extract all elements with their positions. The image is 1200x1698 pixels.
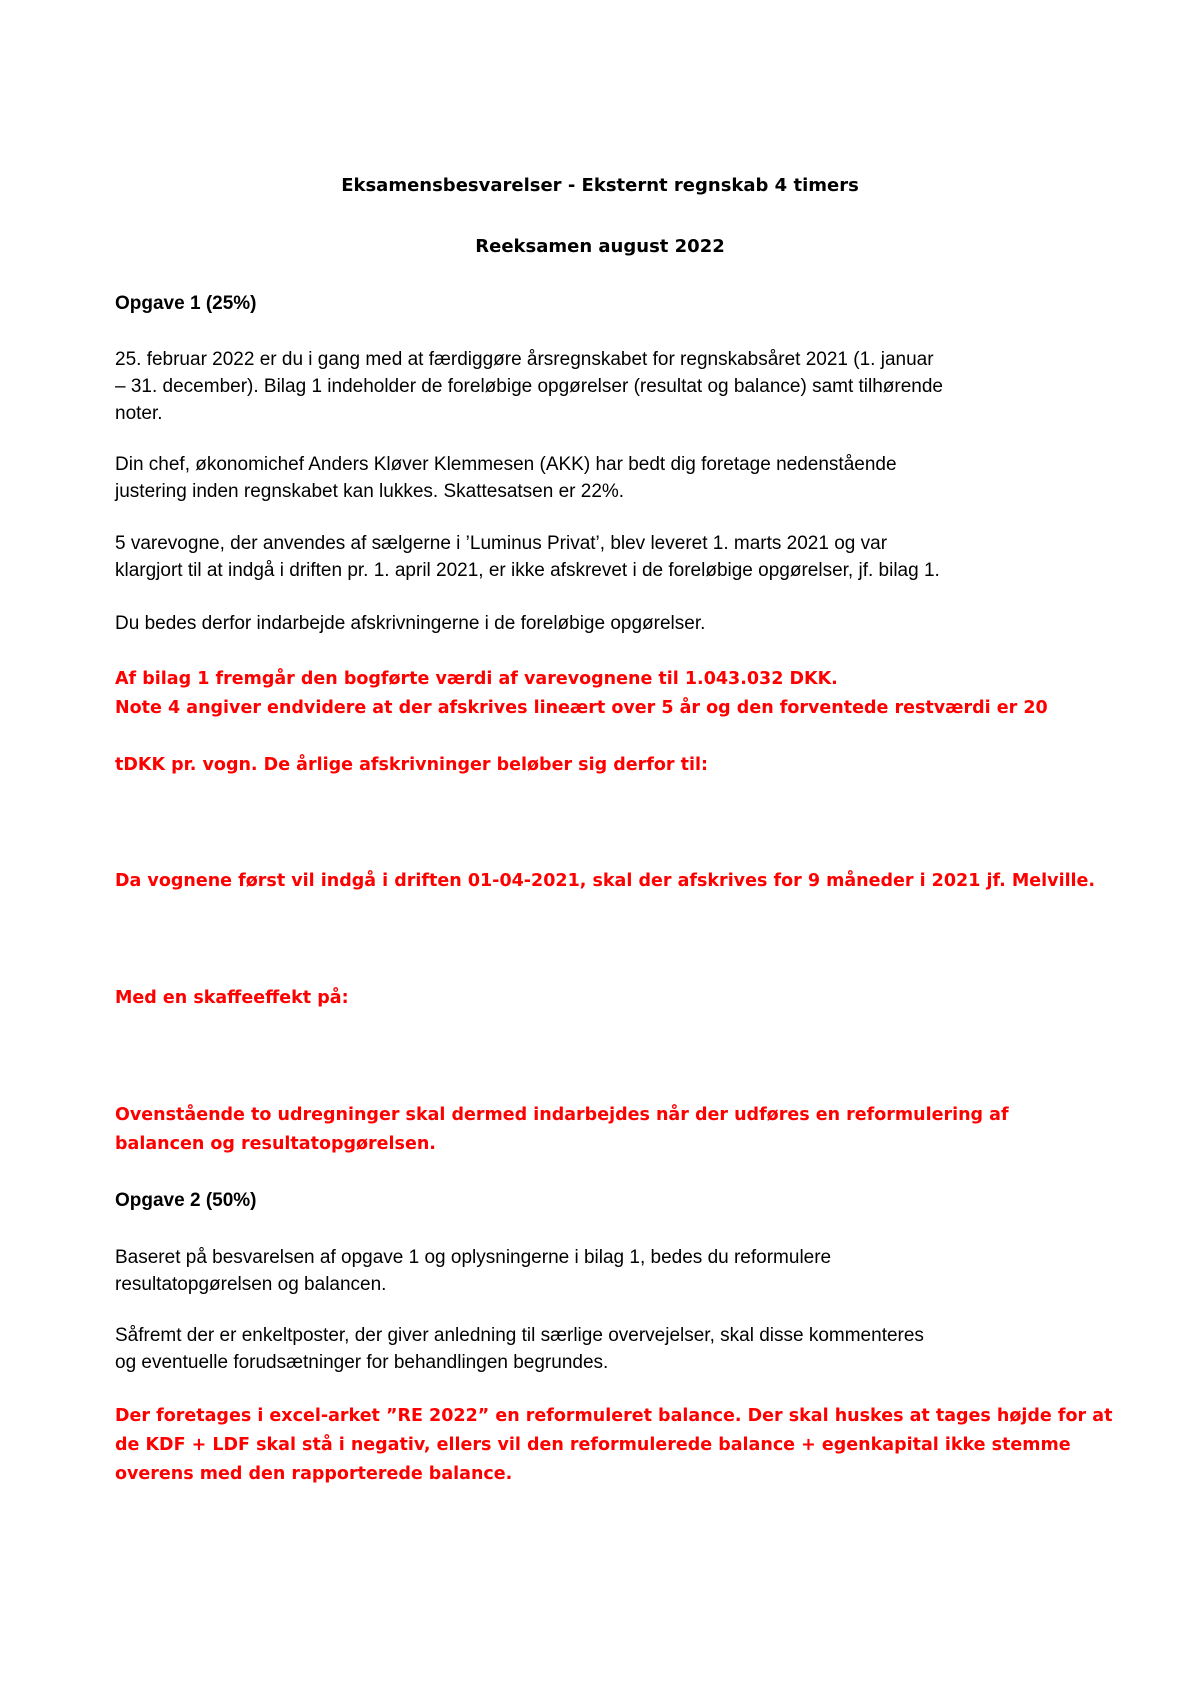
task2-answer-line-1: Der foretages i excel-arket ”RE 2022” en reformuleret balance. Der skal huskes at tages højde for at [115, 1406, 1113, 1426]
task1-answer-line-3: tDKK pr. vogn. De årlige afskrivninger beløber sig derfor til: [115, 755, 708, 775]
task1-paragraph-3-line-1: 5 varevogne, der anvendes af sælgerne i ’Luminus Privat’, blev leveret 1. marts 2021 og var [115, 533, 888, 554]
document-subtitle: Reeksamen august 2022 [475, 236, 725, 257]
task1-paragraph-2-line-2: justering inden regnskabet kan lukkes. Skattesatsen er 22%. [115, 481, 625, 502]
task1-heading: Opgave 1 (25%) [115, 293, 257, 314]
task2-paragraph-1-line-2: resultatopgørelsen og balancen. [115, 1274, 387, 1295]
task1-paragraph-1-line-3: noter. [115, 403, 163, 424]
task1-answer-line-2: Note 4 angiver endvidere at der afskrives lineært over 5 år og den forventede restværdi er 20 [115, 698, 1048, 718]
task2-paragraph-2-line-1: Såfremt der er enkeltposter, der giver anledning til særlige overvejelser, skal disse kommenteres [115, 1325, 924, 1346]
task2-answer-line-2: de KDF + LDF skal stå i negativ, ellers vil den reformulerede balance + egenkapital ikke stemme [115, 1435, 1071, 1455]
task1-answer-final-line-2: balancen og resultatopgørelsen. [115, 1134, 436, 1154]
task1-paragraph-2-line-1: Din chef, økonomichef Anders Kløver Klemmesen (AKK) har bedt dig foretage nedenstående [115, 454, 897, 475]
task2-paragraph-1-line-1: Baseret på besvarelsen af opgave 1 og oplysningerne i bilag 1, bedes du reformulere [115, 1247, 832, 1268]
task2-answer-line-3: overens med den rapporterede balance. [115, 1464, 513, 1484]
task1-answer-line-1: Af bilag 1 fremgår den bogførte værdi af varevognene til 1.043.032 DKK. [115, 669, 838, 689]
task1-answer-final-line-1: Ovenstående to udregninger skal dermed indarbejdes når der udføres en reformulering af [115, 1105, 1009, 1125]
task1-paragraph-1-line-2: – 31. december). Bilag 1 indeholder de foreløbige opgørelser (resultat og balance) samt tilhørende [115, 376, 944, 397]
task2-heading: Opgave 2 (50%) [115, 1190, 257, 1211]
task1-answer-line-4: Da vognene først vil indgå i driften 01-04-2021, skal der afskrives for 9 måneder i 2021 jf. Melville. [115, 871, 1096, 891]
document-title: Eksamensbesvarelser - Eksternt regnskab 4 timers [341, 175, 859, 196]
task1-paragraph-1-line-1: 25. februar 2022 er du i gang med at færdiggøre årsregnskabet for regnskabsåret 2021 (1. januar [115, 349, 934, 370]
task1-paragraph-4: Du bedes derfor indarbejde afskrivningerne i de foreløbige opgørelser. [115, 613, 706, 634]
task1-paragraph-3-line-2: klargjort til at indgå i driften pr. 1. april 2021, er ikke afskrevet i de foreløbige opgørelser, jf. bilag 1. [115, 560, 940, 581]
task1-answer-line-5: Med en skaffeeffekt på: [115, 988, 349, 1008]
task2-paragraph-2-line-2: og eventuelle forudsætninger for behandlingen begrundes. [115, 1352, 609, 1373]
